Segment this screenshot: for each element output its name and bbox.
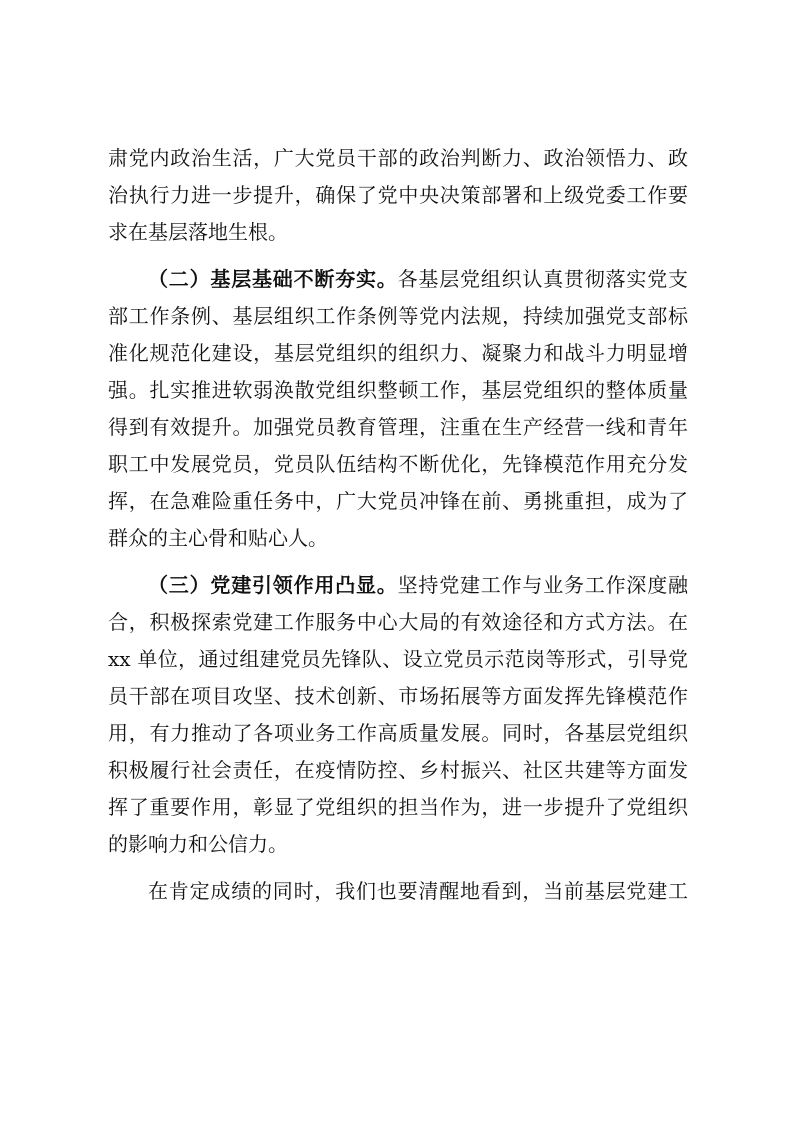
text-line: 部工作条例、基层组织工作条例等党内法规，持续加强党支部标 [108,304,688,328]
text-line: 挥，在急难险重任务中，广大党员冲锋在前、勇挑重担，成为了 [108,489,688,513]
paragraph-4 [108,873,688,910]
text-line: 用，有力推动了各项业务工作高质量发展。同时，各基层党组织 [108,721,688,745]
text-line-with-heading [108,567,688,604]
text-line-with-heading [108,261,688,298]
text-line: 挥了重要作用，彰显了党组织的担当作为，进一步提升了党组织 [108,795,688,819]
text-line: 得到有效提升。加强党员教育管理，注重在生产经营一线和青年 [108,415,688,439]
text-line: 强。扎实推进软弱涣散党组织整顿工作，基层党组织的整体质量 [108,378,688,402]
paragraph-1 [108,140,688,251]
text-line: 准化规范化建设，基层党组织的组织力、凝聚力和战斗力明显增 [108,341,688,365]
paragraph-2 [108,261,688,557]
section-heading: （二）基层基础不断夯实。 [148,267,398,291]
text-line: 群众的主心骨和贴心人。 [108,526,328,550]
text-line: 的影响力和公信力。 [108,832,288,856]
text-line: 员干部在项目攻坚、技术创新、市场拓展等方面发挥先锋模范作 [108,684,688,708]
text-line: 求在基层落地生根。 [108,220,288,244]
text-line: 坚持党建工作与业务工作深度融 [397,573,689,597]
text-line: 职工中发展党员，党员队伍结构不断优化，先锋模范作用充分发 [108,452,688,476]
text-line: 各基层党组织认真贯彻落实党支 [397,267,689,291]
text-line: 积极履行社会责任，在疫情防控、乡村振兴、社区共建等方面发 [108,758,688,782]
text-line: 合，积极探索党建工作服务中心大局的有效途径和方式方法。在 [108,610,688,634]
text-line: xx 单位，通过组建党员先锋队、设立党员示范岗等形式，引导党 [108,647,688,671]
text-line: 治执行力进一步提升，确保了党中央决策部署和上级党委工作要 [108,183,688,207]
text-line: 肃党内政治生活，广大党员干部的政治判断力、政治领悟力、政 [108,146,688,170]
section-heading: （三）党建引领作用凸显。 [148,573,398,597]
document-body [108,140,688,910]
paragraph-3 [108,567,688,863]
text-line: 在肯定成绩的同时，我们也要清醒地看到，当前基层党建工 [148,879,688,903]
